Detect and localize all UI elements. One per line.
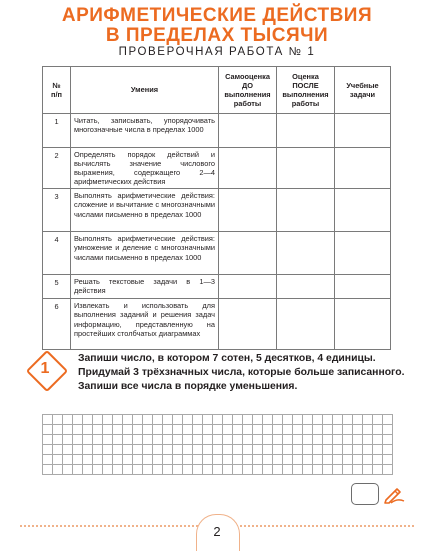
table-row (43, 114, 391, 148)
self-assessment-cell[interactable] (219, 232, 277, 275)
row-skill: Определять порядок действий и вычислять значение числового выражения, содержащего 2—4 арифметических действия (71, 148, 219, 189)
table-row (43, 299, 391, 350)
row-number: 1 (43, 114, 71, 148)
learning-tasks-cell[interactable] (335, 299, 391, 350)
task-text: Запиши число, в котором 7 сотен, 5 десятков, 4 единицы. Придумай 3 трёхзначных числа, которые больше записанного. Запиши все числа в порядке уменьшения. (78, 353, 405, 392)
pencil-icon (383, 484, 405, 504)
column-header-assessment-after: Оценка ПОСЛЕ выполнения работы (277, 67, 335, 114)
learning-tasks-cell[interactable] (335, 275, 391, 299)
assessment-after-cell[interactable] (277, 275, 335, 299)
learning-tasks-cell[interactable] (335, 189, 391, 232)
row-skill: Читать, записывать, упорядочивать многозначные числа в пределах 1000 (71, 114, 219, 148)
task-1 (28, 352, 408, 402)
self-assessment-cell[interactable] (219, 275, 277, 299)
column-header-self-assessment: Самооценка ДО выполнения работы (219, 67, 277, 114)
row-skill: Решать текстовые задачи в 1—3 действия (71, 275, 219, 299)
learning-tasks-cell[interactable] (335, 148, 391, 189)
table-header-row (43, 67, 391, 114)
assessment-after-cell[interactable] (277, 189, 335, 232)
table-row (43, 275, 391, 299)
self-assessment-cell[interactable] (219, 148, 277, 189)
assessment-after-cell[interactable] (277, 232, 335, 275)
skills-table (42, 66, 391, 350)
row-skill: Извлекать и использовать для выполнения заданий и решения задач информацию, представленную на простейших столбчатых диаграммах (71, 299, 219, 350)
page-title-line-2: В ПРЕДЕЛАХ ТЫСЯЧИ (105, 25, 329, 46)
task-number: 1 (40, 360, 50, 377)
row-number: 5 (43, 275, 71, 299)
self-check-box[interactable] (351, 483, 379, 505)
column-header-skills: Умения (71, 67, 219, 114)
row-number: 6 (43, 299, 71, 350)
table-row (43, 189, 391, 232)
row-skill: Выполнять арифметические действия: умножение и деление с многозначными числами письменно в пределах 1000 (71, 232, 219, 275)
learning-tasks-cell[interactable] (335, 232, 391, 275)
row-number: 2 (43, 148, 71, 189)
column-header-number: № п/п (43, 67, 71, 114)
table-row (43, 232, 391, 275)
page-subtitle: ПРОВЕРОЧНАЯ РАБОТА № 1 (118, 46, 316, 58)
answer-grid[interactable] (42, 414, 393, 475)
self-assessment-cell[interactable] (219, 189, 277, 232)
assessment-after-cell[interactable] (277, 114, 335, 148)
assessment-after-cell[interactable] (277, 148, 335, 189)
self-assessment-cell[interactable] (219, 299, 277, 350)
page-title-line-1: АРИФМЕТИЧЕСКИЕ ДЕЙСТВИЯ (61, 5, 373, 26)
page-number: 2 (213, 524, 221, 539)
assessment-after-cell[interactable] (277, 299, 335, 350)
row-number: 4 (43, 232, 71, 275)
column-header-learning-tasks: Учебные задачи (335, 67, 391, 114)
row-number: 3 (43, 189, 71, 232)
row-skill: Выполнять арифметические действия: сложение и вычитание с многозначными числами письменно в пределах 1000 (71, 189, 219, 232)
table-row (43, 148, 391, 189)
self-assessment-cell[interactable] (219, 114, 277, 148)
learning-tasks-cell[interactable] (335, 114, 391, 148)
